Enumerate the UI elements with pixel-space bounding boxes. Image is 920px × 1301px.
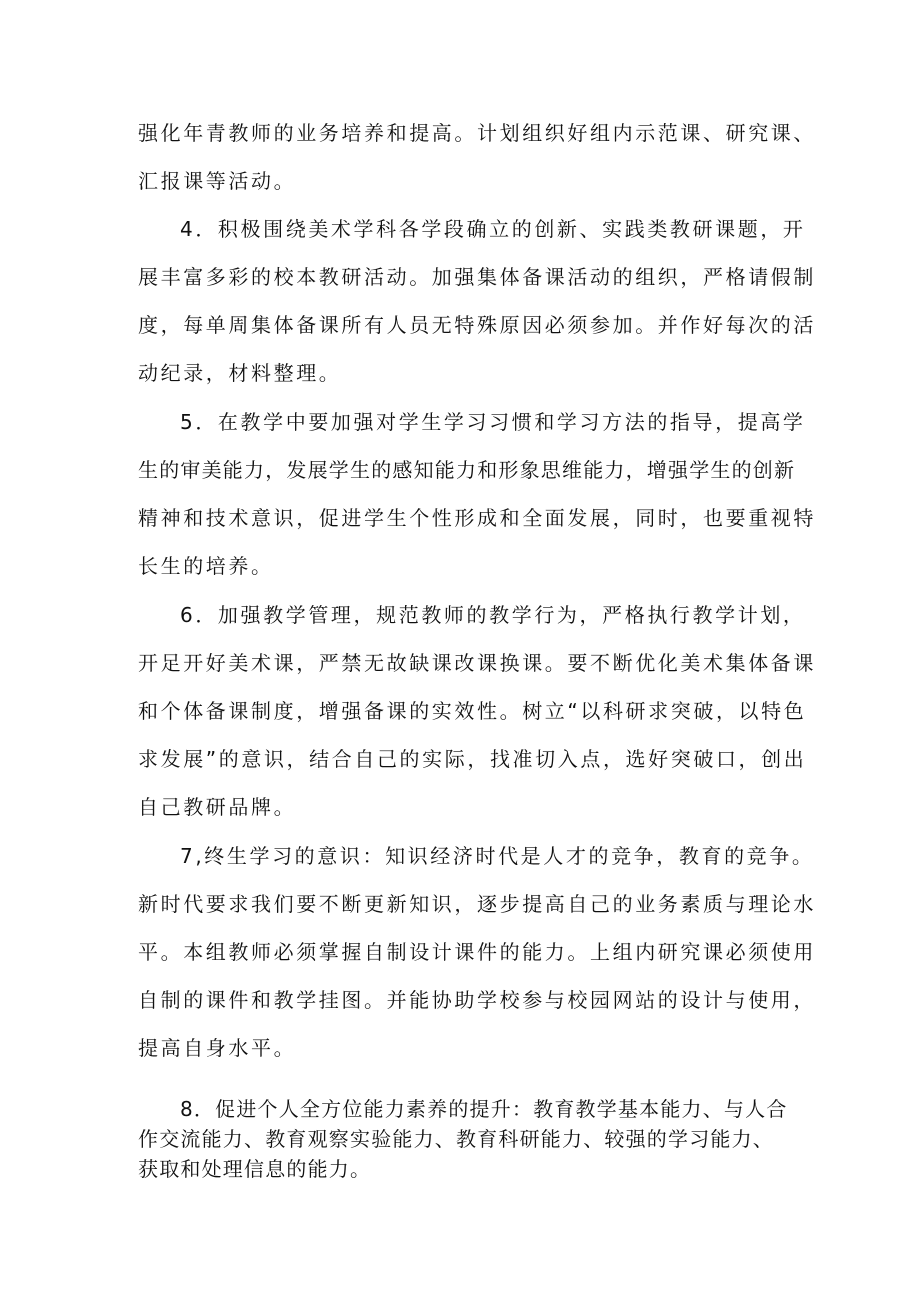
paragraph-7-start: 7,终生学习的意识：知识经济时代是人才的竞争，教育的竞争。 [180, 844, 815, 868]
text-line: 自己教研品牌。 [138, 795, 297, 819]
text-line: 新时代要求我们要不断更新知识，逐步提高自己的业务素质与理论水 [138, 892, 816, 916]
text-line: 展丰富多彩的校本教研活动。加强集体备课活动的组织，严格请假制 [138, 265, 816, 289]
text-line: 生的审美能力，发展学生的感知能力和形象思维能力，增强学生的创新 [138, 458, 796, 482]
text-line: 自制的课件和教学挂图。并能协助学校参与校园网站的设计与使用， [138, 988, 816, 1012]
paragraph-4-start: 4．积极围绕美术学科各学段确立的创新、实践类教研课题，开 [180, 217, 806, 241]
text-line: 作交流能力、教育观察实验能力、教育科研能力、较强的学习能力、 [138, 1127, 774, 1151]
text-line: 强化年青教师的业务培养和提高。计划组织好组内示范课、研究课、 [138, 121, 816, 145]
text-line: 获取和处理信息的能力。 [138, 1157, 372, 1181]
text-line: 开足开好美术课，严禁无故缺课改课换课。要不断优化美术集体备课 [138, 651, 816, 675]
text-line: 求发展”的意识，结合自己的实际，找准切入点，选好突破口，创出 [138, 747, 807, 771]
paragraph-8-start: 8．促进个人全方位能力素养的提升：教育教学基本能力、与人合 [180, 1097, 788, 1121]
text-line: 长生的培养。 [138, 554, 274, 578]
text-line: 汇报课等活动。 [138, 169, 297, 193]
text-line: 动纪录，材料整理。 [138, 361, 342, 385]
text-line: 精神和技术意识，促进学生个性形成和全面发展，同时，也要重视特 [138, 506, 816, 530]
text-line: 和个体备课制度，增强备课的实效性。树立“以科研求突破，以特色 [138, 699, 807, 723]
text-line: 度，每单周集体备课所有人员无特殊原因必须参加。并作好每次的活 [138, 313, 816, 337]
paragraph-6-start: 6．加强教学管理，规范教师的教学行为，严格执行教学计划， [180, 603, 806, 627]
paragraph-5-start: 5．在教学中要加强对学生学习习惯和学习方法的指导，提高学 [180, 410, 806, 434]
text-line: 提高自身水平。 [138, 1036, 297, 1060]
text-line: 平。本组教师必须掌握自制设计课件的能力。上组内研究课必须使用 [138, 940, 816, 964]
